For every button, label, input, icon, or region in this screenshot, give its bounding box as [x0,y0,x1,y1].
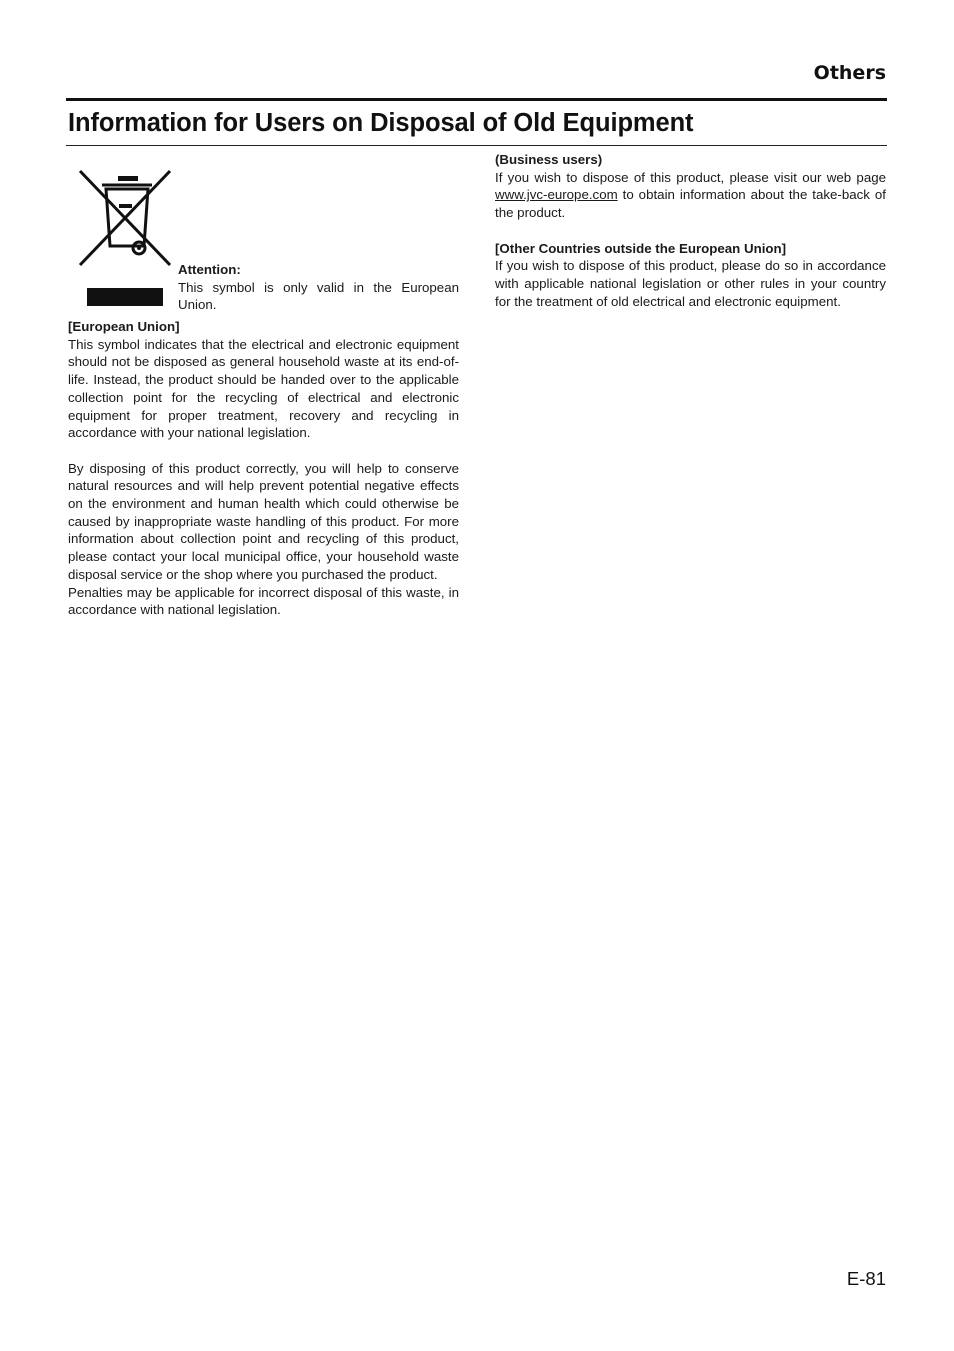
other-countries-text: If you wish to dispose of this product, please do so in accordance with applicable national legislation or other rules in your country for the treatment of old electrical and electronic equipment. [495,258,886,309]
page-number: E-81 [846,1268,886,1289]
eu-paragraph-2: By disposing of this product correctly, you will help to conserve natural resources and will help prevent potential negative effects on the environment and human health which could otherwise be caused by inappropriate waste handling of this product. For more information about collection point and recycling of this product, please contact your local municipal office, your household waste disposal service or the shop where you purchased the product. [68,460,459,582]
business-text-start: If you wish to dispose of this product, please visit our web page [495,169,886,185]
business-text [495,169,886,222]
eu-paragraph-3: Penalties may be applicable for incorrect disposal of this waste, in accordance with national legislation. [68,584,459,618]
crossed-out-wheeled-bin-icon [78,168,174,308]
eu-heading: [European Union] [68,319,180,334]
attention-text: This symbol is only valid in the European Union. [178,279,459,313]
symbol-block [68,150,459,318]
business-text-end: to obtain information about the take-back of the product. [495,187,886,221]
title-rule [66,145,887,146]
other-countries-heading: [Other Countries outside the European Union] [495,240,787,256]
header-rule [66,98,887,101]
section-label: Others [813,62,886,84]
attention-note [178,261,459,314]
right-column [495,151,886,310]
jvc-europe-link[interactable]: www.jvc-europe.com [495,187,618,203]
business-heading: (Business users) [495,152,603,167]
attention-heading: Attention: [178,262,241,277]
eu-paragraph-1: This symbol indicates that the electrical and electronic equipment should not be disposed as general household waste at its end-of-life. Instead, the product should be handed over to the applicable collection point for the recycling of electrical and electronic equipment for proper treatment, recovery and recycling in accordance with your national legislation. [68,336,459,441]
page-title: Information for Users on Disposal of Old Equipment [68,109,694,137]
left-column [68,150,459,619]
